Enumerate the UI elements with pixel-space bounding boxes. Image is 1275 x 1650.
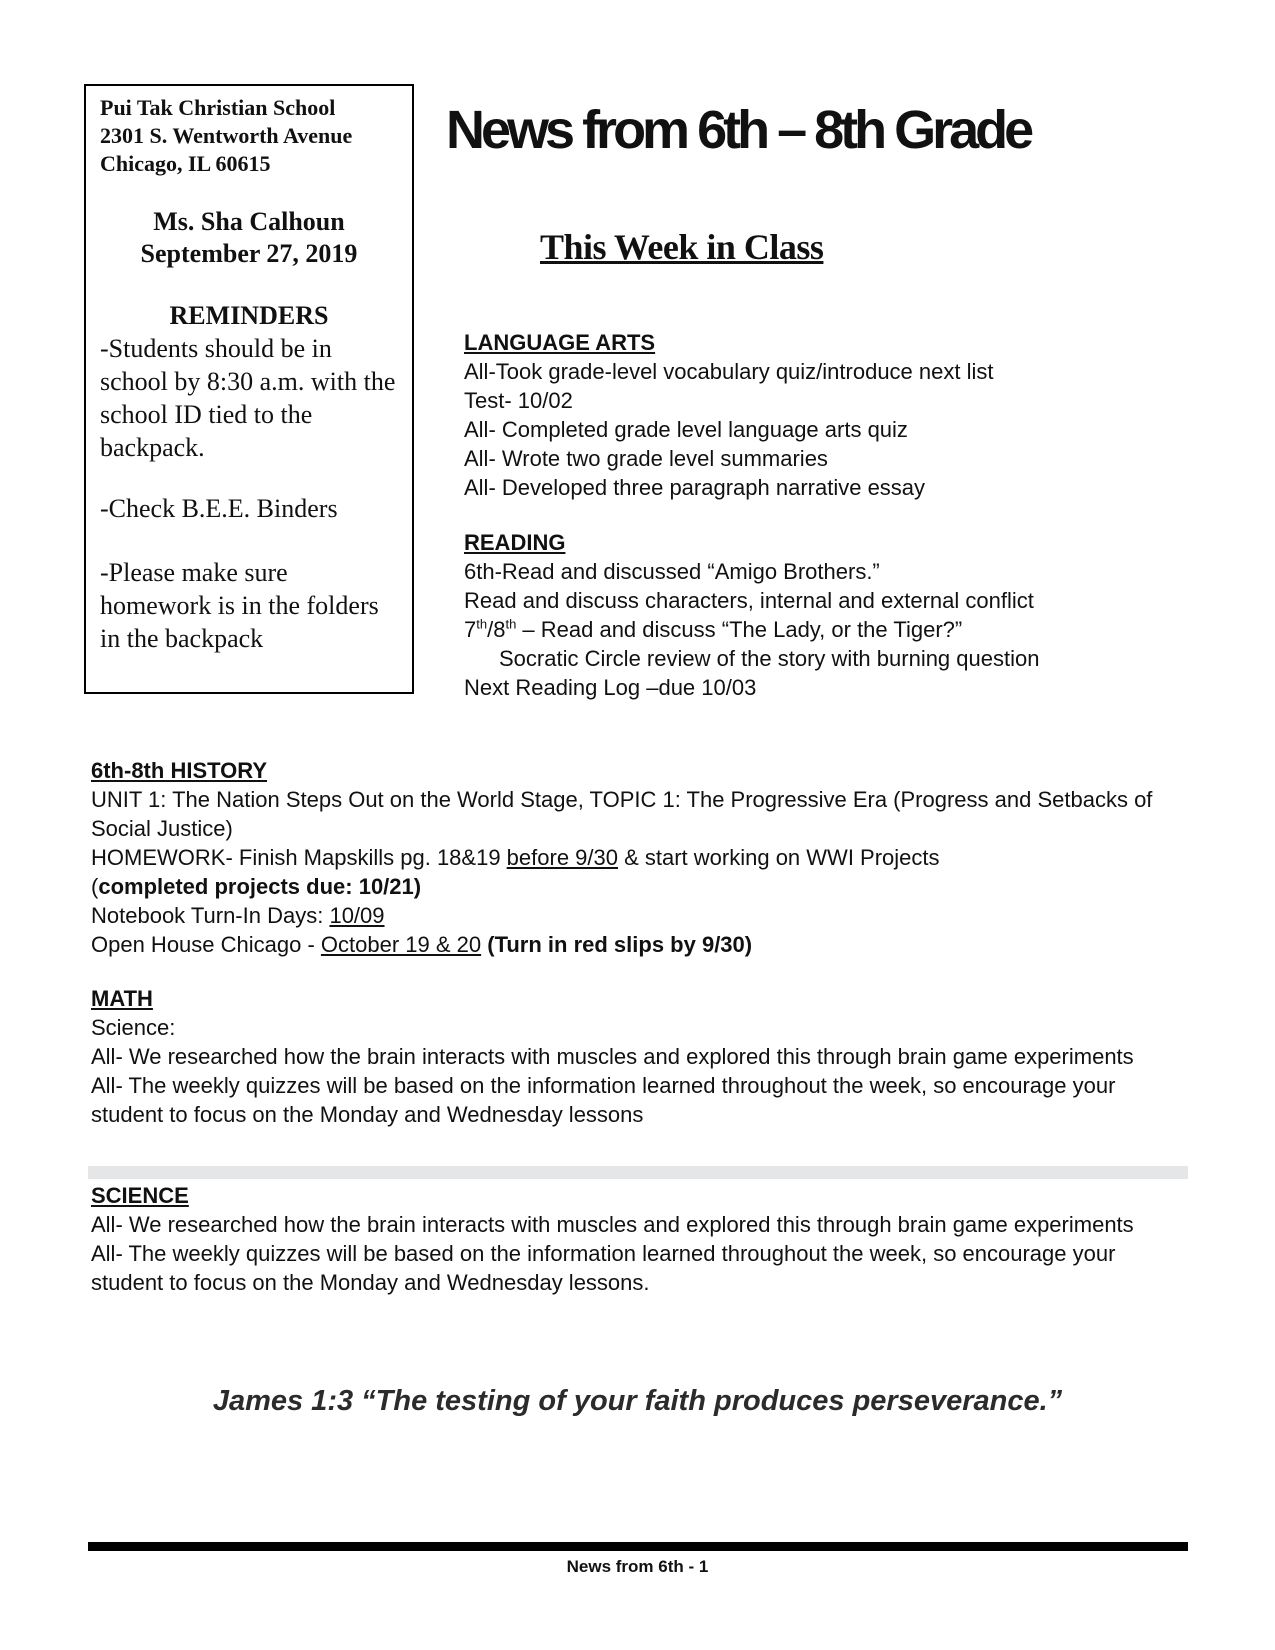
science-line: All- We researched how the brain interacts with muscles and explored this through brain game experiments <box>91 1212 1134 1237</box>
math-line: Science: <box>91 1015 176 1040</box>
section-divider <box>88 1166 1188 1179</box>
reading-line <box>464 615 1224 644</box>
history-unit: UNIT 1: The Nation Steps Out on the World Stage, TOPIC 1: The Progressive Era (Progress and Setbacks of Social Justice) <box>91 787 1153 841</box>
superscript-th: th <box>505 616 517 632</box>
reminders-title: REMINDERS <box>169 301 329 330</box>
week-heading: This Week in Class <box>540 227 824 267</box>
science-heading: SCIENCE <box>91 1183 189 1208</box>
language-arts-line: Test- 10/02 <box>464 388 573 413</box>
footer-rule <box>88 1542 1188 1551</box>
open-house-note: (Turn in red slips by 9/30) <box>481 932 753 957</box>
language-arts-heading: LANGUAGE ARTS <box>464 330 656 355</box>
language-arts-line: All- Completed grade level language arts quiz <box>464 417 908 442</box>
open-house-dates: October 19 & 20 <box>320 932 482 957</box>
history-section <box>91 756 1181 959</box>
projects-due: completed projects due: 10/21) <box>98 874 422 899</box>
footer-text: News from 6th - 1 <box>566 1557 709 1576</box>
math-line: All- The weekly quizzes will be based on the information learned throughout the week, so encourage your student to focus on the Monday and Wednesday lessons <box>91 1073 1116 1127</box>
newsletter-date: September 27, 2019 <box>140 239 358 268</box>
paren: ( <box>91 874 99 899</box>
history-projects-due <box>91 872 1181 901</box>
reading-section <box>464 528 1224 702</box>
language-arts-line: All- Wrote two grade level summaries <box>464 446 828 471</box>
superscript-th: th <box>476 616 488 632</box>
reminder-item: -Please make sure homework is in the folders in the backpack <box>100 558 379 653</box>
science-section <box>91 1181 1171 1297</box>
science-line: All- The weekly quizzes will be based on the information learned throughout the week, so encourage your student to focus on the Monday and Wednesday lessons. <box>91 1241 1116 1295</box>
school-name: Pui Tak Christian School <box>100 95 336 120</box>
math-heading: MATH <box>91 986 153 1011</box>
reading-story: – Read and discuss “The Lady, or the Tiger?” <box>516 617 963 642</box>
homework-text: HOMEWORK- Finish Mapskills pg. 18&19 <box>91 845 507 870</box>
grade-8: /8 <box>487 617 506 642</box>
language-arts-line: All- Developed three paragraph narrative essay <box>464 475 926 500</box>
address-line-1: 2301 S. Wentworth Avenue <box>100 123 353 148</box>
language-arts-section <box>464 328 1224 502</box>
math-line: All- We researched how the brain interacts with muscles and explored this through brain game experiments <box>91 1044 1134 1069</box>
reminder-item: -Students should be in school by 8:30 a.m. with the school ID tied to the backpack. <box>100 334 396 462</box>
reading-heading: READING <box>464 530 566 555</box>
info-box <box>84 84 414 694</box>
homework-text: & start working on WWI Projects <box>617 845 940 870</box>
reading-line: Read and discuss characters, internal and external conflict <box>464 588 1034 613</box>
history-homework <box>91 843 1181 872</box>
homework-date: before 9/30 <box>506 845 618 870</box>
address-line-2: Chicago, IL 60615 <box>100 151 271 176</box>
notebook-label: Notebook Turn-In Days: <box>91 903 330 928</box>
history-heading: 6th-8th HISTORY <box>91 758 268 783</box>
history-notebook <box>91 901 1181 930</box>
teacher-name: Ms. Sha Calhoun <box>153 207 345 236</box>
reminder-item: -Check B.E.E. Binders <box>100 494 338 523</box>
history-open-house <box>91 930 1181 959</box>
math-section <box>91 984 1171 1129</box>
reading-line: Next Reading Log –due 10/03 <box>464 675 757 700</box>
reading-line: Socratic Circle review of the story with burning question <box>499 646 1040 671</box>
bible-quote: James 1:3 “The testing of your faith produces perseverance.” <box>212 1385 1063 1417</box>
notebook-date: 10/09 <box>329 903 385 928</box>
reading-line: 6th-Read and discussed “Amigo Brothers.” <box>464 559 880 584</box>
grade-7: 7 <box>464 617 477 642</box>
open-house-label: Open House Chicago - <box>91 932 321 957</box>
page-title: News from 6th – 8th Grade <box>446 100 1031 160</box>
language-arts-line: All-Took grade-level vocabulary quiz/introduce next list <box>464 359 994 384</box>
